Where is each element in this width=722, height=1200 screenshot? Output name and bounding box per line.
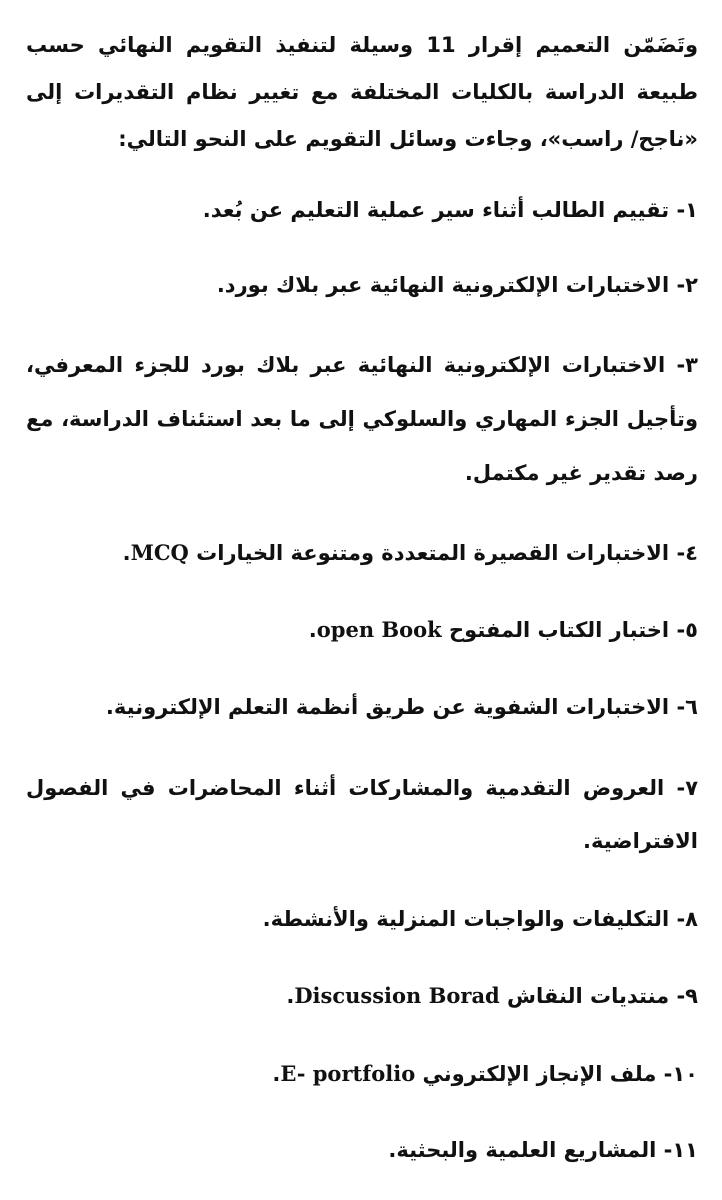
- item-text: العروض التقدمية والمشاركات أثناء المحاضرات في الفصول الافتراضية.: [26, 776, 698, 853]
- list-item: [26, 1128, 698, 1173]
- item-number: ٢-: [676, 273, 698, 297]
- item-text: الاختبارات الإلكترونية النهائية عبر بلاك بورد للجزء المعرفي، وتأجيل الجزء المهاري والسلوكي إلى ما بعد استئناف الدراسة، مع رصد تقدير غير مكتمل.: [26, 353, 698, 485]
- item-latin-term: E- portfolio: [280, 1061, 416, 1086]
- intro-paragraph: وتَضَمّن التعميم إقرار 11 وسيلة لتنفيذ التقويم النهائي حسب طبيعة الدراسة بالكليات المختلفة مع تغيير نظام التقديرات إلى «ناجح/ راسب»، وجاءت وسائل التقويم على النحو التالي:: [26, 33, 698, 151]
- item-text: اختبار الكتاب المفتوح: [449, 618, 670, 642]
- item-text: الاختبارات الشفوية عن طريق أنظمة التعلم الإلكترونية.: [105, 695, 670, 719]
- list-item: [26, 1051, 698, 1097]
- list-item: [26, 897, 698, 942]
- list-item: [26, 188, 698, 233]
- item-end-punct: .: [286, 984, 295, 1008]
- item-end-punct: .: [272, 1062, 281, 1086]
- item-number: ٣-: [676, 353, 698, 377]
- item-text: تقييم الطالب أثناء سير عملية التعليم عن بُعد.: [202, 198, 670, 222]
- evaluation-methods-list: [26, 188, 698, 1173]
- list-item: [26, 685, 698, 730]
- list-item: [26, 607, 698, 653]
- item-end-punct: .: [122, 541, 131, 565]
- list-item: [26, 263, 698, 308]
- list-item: [26, 338, 698, 500]
- item-end-punct: .: [308, 618, 317, 642]
- item-number: ٧-: [676, 776, 699, 800]
- item-text: منتديات النقاش: [507, 984, 670, 1008]
- item-number: ١٠-: [663, 1062, 698, 1086]
- list-item: [26, 973, 698, 1019]
- item-text: التكليفات والواجبات المنزلية والأنشطة.: [262, 907, 670, 931]
- list-item: [26, 762, 698, 868]
- item-latin-term: Discussion Borad: [294, 983, 500, 1008]
- item-number: ٨-: [676, 907, 698, 931]
- item-number: ٤-: [676, 541, 698, 565]
- item-latin-term: MCQ: [130, 540, 189, 565]
- item-text: ملف الإنجاز الإلكتروني: [422, 1062, 657, 1086]
- item-number: ١١-: [663, 1138, 698, 1162]
- item-text: الاختبارات الإلكترونية النهائية عبر بلاك بورد.: [216, 273, 670, 297]
- item-number: ٦-: [676, 695, 698, 719]
- item-number: ١-: [676, 198, 698, 222]
- item-number: ٥-: [676, 618, 698, 642]
- list-item: [26, 530, 698, 576]
- item-latin-term: open Book: [316, 617, 442, 642]
- item-number: ٩-: [676, 984, 698, 1008]
- item-text: الاختبارات القصيرة المتعددة ومتنوعة الخيارات: [196, 541, 670, 565]
- item-text: المشاريع العلمية والبحثية.: [388, 1138, 657, 1162]
